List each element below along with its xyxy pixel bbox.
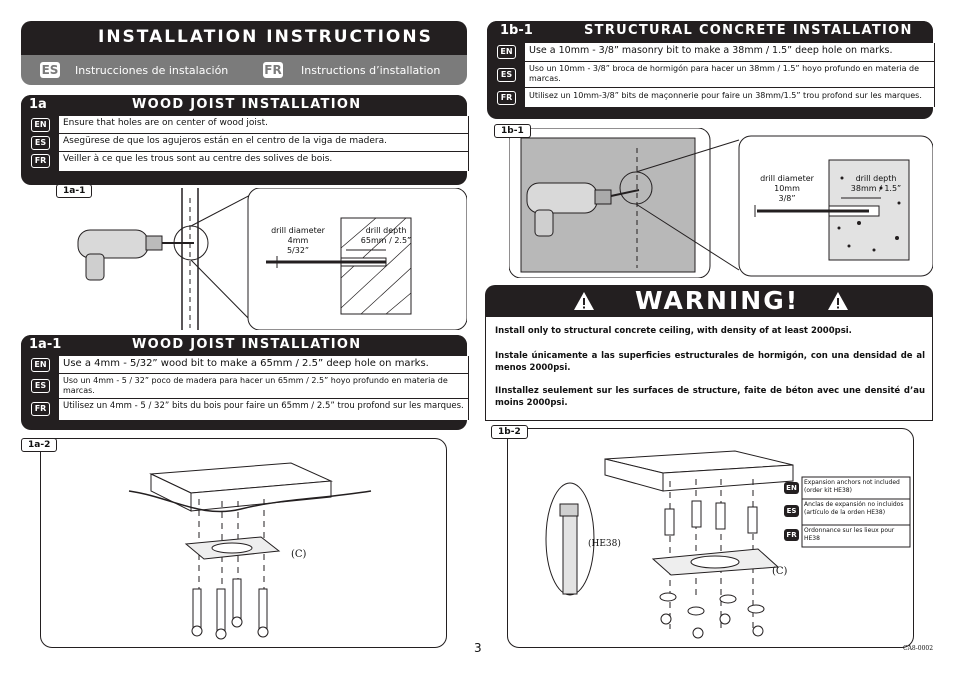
anchor-label: (HE38) bbox=[588, 539, 621, 549]
fr-label: Instructions d’installation bbox=[301, 64, 441, 77]
instruction-row-en bbox=[500, 43, 934, 61]
section-title: STRUCTURAL CONCRETE INSTALLATION bbox=[584, 23, 913, 38]
section-1a-1 bbox=[21, 335, 467, 430]
warning-fr: IInstallez seulement sur les surfaces de structure, faite de béton avec une densité d’au moins 2000psi. bbox=[495, 386, 925, 408]
warning-en: Install only to structural concrete ceiling, with density of at least 2000psi. bbox=[495, 326, 852, 336]
drill-depth-annotation bbox=[841, 174, 911, 194]
instruction-row-fr bbox=[500, 87, 934, 108]
section-title: WOOD JOIST INSTALLATION bbox=[132, 97, 362, 112]
drill-depth-value: 38mm / 1.5” bbox=[850, 184, 902, 193]
instruction-row-en bbox=[34, 356, 468, 373]
fr-tag: FR bbox=[784, 529, 799, 541]
section-1a bbox=[21, 95, 467, 185]
instruction-row-fr bbox=[34, 398, 468, 419]
warning-es: Instale únicamente a las superficies estructurales de hormigón, con una densidad de al menos 2000psi. bbox=[495, 351, 925, 373]
instruction-row-fr bbox=[34, 151, 468, 169]
note-fr: Ordonnance sur les lieux pour HE38 bbox=[804, 527, 895, 542]
drill-diameter-in: 5/32” bbox=[286, 246, 310, 255]
drill-diameter-annotation bbox=[268, 226, 328, 256]
es-tag: ES bbox=[31, 136, 50, 150]
document-code: CA8-0002 bbox=[903, 645, 934, 652]
section-code: 1a bbox=[29, 97, 47, 112]
figure-label: 1a-2 bbox=[21, 438, 57, 452]
warning-body bbox=[485, 317, 933, 421]
concrete-drill-illustration bbox=[509, 128, 933, 278]
section-code: 1a-1 bbox=[29, 337, 62, 352]
instruction-text: Utilisez un 4mm - 5 / 32” bits du bois pour faire un 65mm / 2.5” trou profond sur les marques. bbox=[63, 401, 464, 411]
drill-diameter-label: drill diameter bbox=[760, 174, 814, 183]
es-label: Instrucciones de instalación bbox=[75, 64, 229, 77]
drill-diameter-in: 3/8” bbox=[778, 194, 796, 203]
instruction-text: Uso un 4mm - 5 / 32” poco de madera para hacer un 65mm / 2.5” hoyo profundo en materia de marcas. bbox=[63, 376, 448, 395]
drill-depth-value: 65mm / 2.5” bbox=[360, 236, 412, 245]
instruction-row-es bbox=[500, 61, 934, 87]
drill-depth-label: drill depth bbox=[365, 226, 407, 235]
figure-1b-2 bbox=[498, 427, 914, 648]
warning-box bbox=[485, 285, 933, 421]
es-tag: ES bbox=[497, 68, 516, 82]
section-title: WOOD JOIST INSTALLATION bbox=[132, 337, 362, 352]
part-label: (C) bbox=[772, 566, 788, 577]
note-en: Expansion anchors not included (order kit HE38) bbox=[804, 479, 900, 494]
page-number: 3 bbox=[474, 641, 482, 655]
instruction-text: Use a 10mm - 3/8” masonry bit to make a 38mm / 1.5” deep hole on marks. bbox=[529, 45, 893, 56]
drill-depth-label: drill depth bbox=[855, 174, 897, 183]
title-banner bbox=[21, 21, 467, 85]
en-tag: EN bbox=[497, 45, 516, 59]
fr-tag: FR bbox=[31, 154, 50, 168]
drill-diameter-mm: 4mm bbox=[287, 236, 309, 245]
figure-label: 1a-1 bbox=[56, 184, 92, 198]
warning-triangle-icon bbox=[827, 291, 849, 311]
wood-drill-illustration bbox=[56, 188, 467, 330]
section-code: 1b-1 bbox=[500, 23, 533, 38]
instruction-text: Ensure that holes are on center of wood joist. bbox=[63, 118, 268, 128]
fr-badge: FR bbox=[264, 63, 282, 77]
drill-depth-annotation bbox=[351, 226, 421, 246]
es-badge: ES bbox=[41, 63, 59, 77]
language-bar bbox=[21, 55, 467, 85]
warning-title: WARNING! bbox=[635, 286, 800, 315]
en-tag: EN bbox=[784, 482, 799, 494]
drill-diameter-annotation bbox=[755, 174, 819, 204]
page-title: INSTALLATION INSTRUCTIONS bbox=[98, 27, 433, 47]
figure-1a-1 bbox=[56, 188, 467, 330]
instruction-text: Veiller à ce que les trous sont au centre des solives de bois. bbox=[63, 154, 333, 164]
warning-banner bbox=[485, 285, 933, 317]
wood-mounting-illustration bbox=[41, 439, 446, 647]
warning-triangle-icon bbox=[573, 291, 595, 311]
section-1b-1 bbox=[487, 21, 933, 119]
es-tag: ES bbox=[784, 505, 799, 517]
en-tag: EN bbox=[31, 118, 50, 132]
note-es: Anclas de expansión no incluidos (artículo de la orden HE38) bbox=[804, 501, 904, 516]
part-label: (C) bbox=[291, 549, 307, 560]
figure-label: 1b-1 bbox=[494, 124, 531, 138]
instruction-row-en bbox=[34, 116, 468, 133]
drill-diameter-label: drill diameter bbox=[271, 226, 325, 235]
instruction-text: Use a 4mm - 5/32” wood bit to make a 65mm / 2.5” deep hole on marks. bbox=[63, 358, 429, 369]
figure-1b-1 bbox=[501, 126, 933, 278]
instruction-row-es bbox=[34, 373, 468, 398]
instruction-text: Uso un 10mm - 3/8” broca de hormigón para hacer un 38mm / 1.5” hoyo profundo en materia de marcas. bbox=[529, 64, 920, 83]
fr-tag: FR bbox=[497, 91, 516, 105]
figure-label: 1b-2 bbox=[491, 425, 528, 439]
en-tag: EN bbox=[31, 358, 50, 372]
es-tag: ES bbox=[31, 379, 50, 393]
drill-diameter-mm: 10mm bbox=[774, 184, 800, 193]
figure-1a-2 bbox=[28, 438, 447, 648]
fr-tag: FR bbox=[31, 402, 50, 416]
instruction-row-es bbox=[34, 133, 468, 151]
instruction-text: Utilisez un 10mm-3/8” bits de maçonnerie pour faire un 38mm/1.5” trou profond sur les marques. bbox=[529, 91, 922, 100]
instruction-text: Asegürese de que los agujeros están en el centro de la viga de madera. bbox=[63, 136, 387, 146]
